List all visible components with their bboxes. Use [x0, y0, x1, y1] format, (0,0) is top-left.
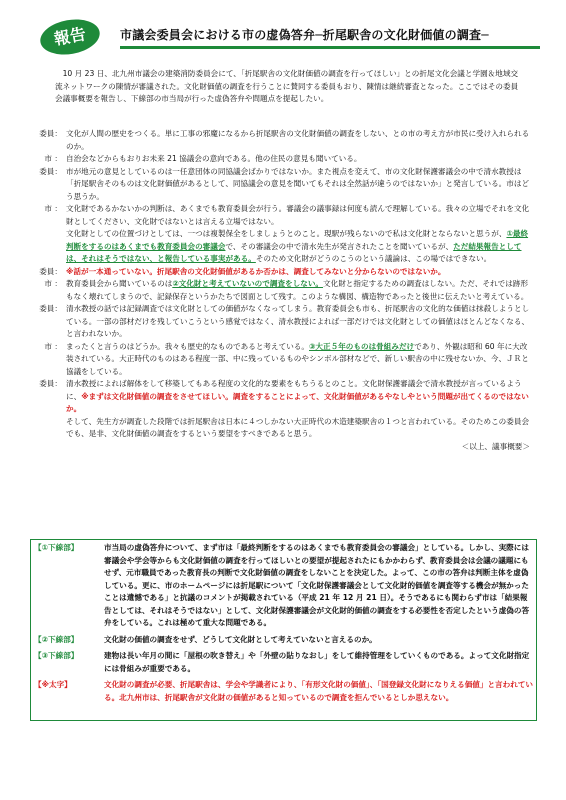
minutes-text [66, 266, 530, 279]
minutes-text [66, 153, 530, 166]
report-badge: 報告 [38, 15, 103, 59]
meeting-minutes [30, 128, 530, 453]
speaker-label: 委員： [39, 166, 62, 176]
minutes-text-run: まったくと言うのはどうか。我々も歴史的なものであると考えている。 [66, 341, 309, 351]
speaker-label: 委員： [39, 129, 62, 138]
minutes-text-run: であり、外観は昭和 60 年に大改装されている。大正時代のものはある程度一部、中に残っているものやシンボル部材などで、新しい駅舎の中に残せないか、今、ＪＲと協議をしている。 [66, 341, 529, 376]
minutes-entry [30, 416, 530, 441]
minutes-entry [30, 153, 530, 166]
note-item [34, 679, 534, 704]
minutes-text [66, 228, 530, 266]
minutes-text-run: で、その審議会の中で清水先生が発言されたことを聞いているが、 [225, 241, 454, 251]
speaker-label: 市 ： [44, 204, 62, 213]
minutes-text [66, 128, 530, 153]
minutes-text-run: 清水教授によれば解体をして移築してもある程度の文化的な要素をもちうるとのこと。文化財保護審議会で清水教授が言っているように、 [66, 379, 522, 401]
highlighted-text: ③大正５年のものは骨組みだけ [309, 341, 415, 351]
minutes-entry [30, 378, 530, 416]
speaker-label: 委員： [39, 266, 62, 276]
report-header [40, 20, 540, 60]
minutes-entry [30, 166, 530, 204]
highlighted-text: ただ結果報告としては、それはそうではない、と報告している事実がある。 [66, 241, 522, 263]
note-item [34, 634, 534, 647]
minutes-text-run: そして、先生方が調査した段階では折尾駅舎は日本に４つしかない大正時代の木造建築駅舎の１つと言われている。そのためこの委員会でも、是非、文化財価値の調査をするという要望をすべきであると思う。 [66, 416, 530, 438]
note-tag: 【①下線部】 [34, 543, 79, 552]
minutes-text-run: 文化財と指定するための調査はしない。ただ、それでは跡形もなく壊れてしまうので、記録保存というかたちで図面として残す。このような構図、構造物であったと後世に伝えたいと考えている。 [66, 279, 529, 301]
note-text: 文化財の調査が必要、折尾駅舎は、学会や学識者により、「有形文化財の価値」、「国登録文化財になりえる価値」と言われている。北九州市は、折尾駅舎が文化財の価値があると知っているので調査を拒んでいるとしか思えない。 [104, 680, 534, 702]
speaker-label: 委員： [39, 304, 62, 313]
minutes-entry [30, 203, 530, 228]
speaker-label [30, 228, 66, 266]
note-text: 市当局の虚偽答弁について、まず市は「最終判断をするのはあくまでも教育委員会の審議会」としている。しかし、実際には審議会や学会等からも文化財価値の調査を行ってほしいとの要望が提起されたにもかかわらず、教育委員会は会議の議題にもせず、元市職員であった教育長の判断で文化財価値の調査をしないことを決定した。よって、この市の答弁は判断主体を虚偽している。更に、市のホームページには折尾駅について「文化財保護審議会として文化財的価値を調査等する機会が無かったことは遺憾である」と抗議のコメントが掲載されている（平成 21 年 12 月 21 日）。そうであるにも関わらず市は「結果報告としては、それはそうではない」として、文化財保護審議会が文化財的価値の調査をする必要性を否定したという虚偽の答弁をしている。これは極めて重大な問題である。 [104, 543, 530, 627]
speaker-label: 市 ： [44, 279, 62, 288]
minutes-text [66, 303, 530, 341]
minutes-text-run: 文化財であるかないかの判断は、あくまでも教育委員会が行う。審議会の議事録は何度も読んで理解している。我々の立場でそれを文化財としてください、文化財ではないとは言える立場ではない。 [66, 204, 530, 226]
highlighted-text: ※まずは文化財価値の調査をさせてほしい。調査をすることによって、文化財価値があるやなしやという問題が出てくるのではないか。 [66, 391, 529, 413]
highlighted-text: ①最終判断をするのはあくまでも教育委員会の審議会 [66, 229, 529, 251]
minutes-entry [30, 228, 530, 266]
minutes-text [66, 166, 530, 204]
minutes-text-run: そのため文化財がどうのこうのという議論は、この場ではできない。 [255, 254, 492, 263]
minutes-text [66, 203, 530, 228]
minutes-end-mark: ＜以上、議事概要＞ [461, 441, 530, 451]
minutes-text-run: 教育委員会から聞いているのは [66, 279, 173, 288]
note-tag: 【※太字】 [34, 680, 72, 689]
speaker-label: 市 ： [44, 341, 62, 351]
note-text: 建物は長い年月の間に「屋根の吹き替え」や「外壁の貼りなおし」をして維持管理をしていくものである。よって文化財指定には骨組みが重要である。 [104, 651, 530, 673]
minutes-entry [30, 128, 530, 153]
page-title: 市議会委員会における市の虚偽答弁─折尾駅舎の文化財価値の調査─ [120, 28, 489, 42]
minutes-entry [30, 303, 530, 341]
note-tag: 【②下線部】 [34, 634, 79, 644]
highlighted-text: ②文化財と考えていないので調査をしない。 [172, 279, 324, 288]
minutes-text [66, 416, 530, 441]
speaker-label [30, 416, 66, 441]
minutes-text-run: 文化財としての位置づけとしては、一つは複製保全をしましょうとのこと。現駅が残らないので私は文化財とならないと思うが、 [66, 229, 507, 238]
minutes-text [66, 278, 530, 303]
minutes-entry [30, 266, 530, 279]
minutes-text-run: 自治会などからもおりお未来 21 協議会の意向である。他の住民の意見も聞いている。 [66, 154, 362, 163]
minutes-text-run: 文化が人間の歴史をつくる。単に工事の邪魔になるから折尾駅舎の文化財価値の調査をしない、との市の考え方が市民に受け入れられるのか。 [66, 129, 530, 151]
note-tag: 【③下線部】 [34, 651, 79, 660]
notes-list [34, 542, 534, 708]
minutes-text [66, 378, 530, 416]
note-item [34, 650, 534, 675]
speaker-label: 市 ： [44, 154, 62, 163]
minutes-text-run: 清水教授の話では記録調査では文化財としての価値がなくなってしまう。教育委員会も市も、折尾駅舎の文化的な価値は抹殺しようとしている。一部の部材だけを残していこうという感覚ではなく、清水教授によれば一部だけでは文化財としての価値はほとんどなくなる、と言われないか。 [66, 304, 530, 338]
highlighted-text: ※話が一本通っていない。折尾駅舎の文化財価値があるか否かは、調査してみないと分からないのではないか。 [66, 266, 446, 276]
note-text: 文化財の価値の調査をせず、どうして文化財として考えていないと言えるのか。 [104, 634, 377, 644]
note-item [34, 542, 534, 630]
minutes-text [66, 341, 530, 379]
speaker-label: 委員： [39, 379, 62, 388]
minutes-entry [30, 341, 530, 379]
intro-paragraph: 10 月 23 日、北九州市議会の建築消防委員会にて、「折尾駅舎の文化財価値の調査を行ってほしい」との折尾文化会議と学園＆地域交流ネットワークの陳情が審議された。文化財価値の調査を行うことに賛同する委員もおり、陳情は継続審査となった。ここではその委員会議事概要を報告し、下線部の市当局が行った虚偽答弁や問題点を提起したい。 [55, 69, 519, 103]
minutes-text-run: 市が地元の意見としているのは一任意団体の同協議会ばかりではないか。また視点を変えて、市の文化財保護審議会の中で清水教授は「折尾駅舎そのものは文化財価値があるとして、同協議会の意見を聞いてもそれは全然話が違うのではないか」と発言している。市はどう思うか。 [66, 166, 530, 201]
minutes-entry [30, 278, 530, 303]
title-underline [120, 46, 540, 49]
